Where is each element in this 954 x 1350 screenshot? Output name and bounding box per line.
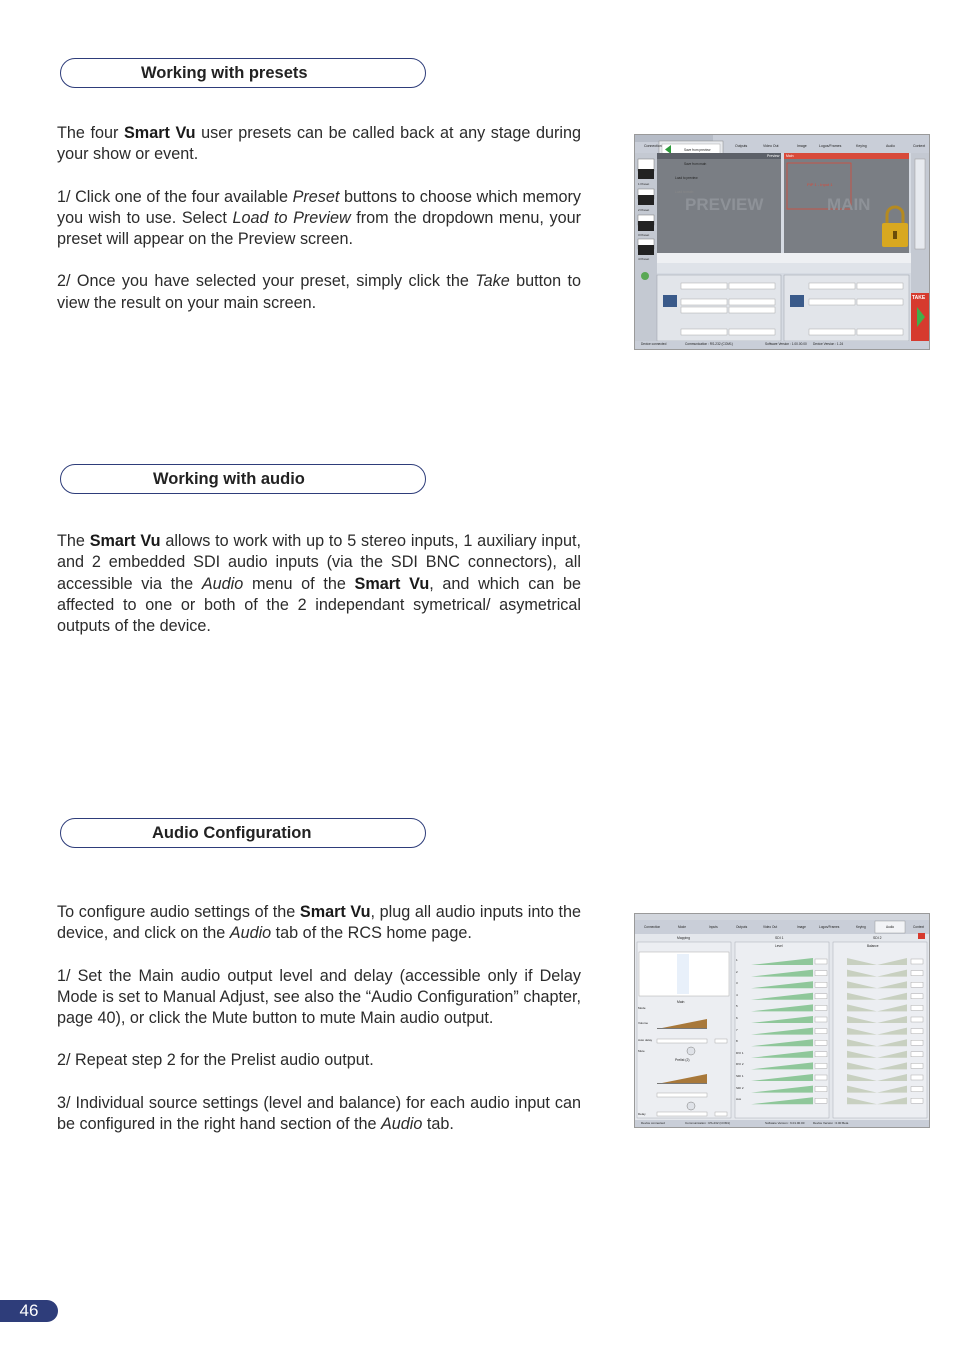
tab-video-out[interactable]: Video Out [763, 144, 779, 148]
level-value-box[interactable] [815, 982, 827, 987]
channel-label: 6 [736, 1016, 738, 1020]
status-connected: Device connected [641, 1121, 665, 1125]
mapping-header: Mapping [677, 936, 691, 940]
status-device: Device Version : 0.00 Beta [813, 1121, 849, 1125]
balance-value-box[interactable] [911, 1017, 923, 1022]
tab-keying[interactable]: Keying [856, 144, 867, 148]
channel-label: 4 [736, 992, 738, 997]
audio-tab-connection[interactable]: Connection [644, 925, 661, 929]
audio-config-text [57, 902, 581, 1156]
tab-context[interactable]: Context [913, 144, 926, 148]
row-auto-delay: Auto delay [638, 1038, 653, 1042]
balance-value-box[interactable] [911, 1087, 923, 1092]
preview-label: Preview [767, 154, 780, 158]
presets-text [57, 123, 581, 335]
audio-tab-keying[interactable]: Keying [856, 925, 866, 929]
status-communication: Communication : RS-232 (COM1) [685, 1121, 731, 1125]
preset-1-button[interactable]: 1 Preset [638, 182, 650, 186]
balance-value-box[interactable] [911, 971, 923, 976]
level-value-box[interactable] [815, 1063, 827, 1068]
level-value-box[interactable] [815, 1029, 827, 1034]
preview-watermark: PREVIEW [685, 195, 764, 214]
audio-tab-outputs[interactable]: Outputs [736, 925, 748, 929]
channel-label: Aux [736, 1097, 742, 1102]
heading-text: Audio Configuration [152, 824, 312, 842]
channel-label: DVI 1 [736, 1050, 744, 1055]
level-value-box[interactable] [815, 1017, 827, 1022]
level-value-box[interactable] [815, 1040, 827, 1045]
tab-audio[interactable]: Audio [886, 144, 895, 148]
channel-label: 3 [736, 981, 738, 986]
presets-screenshot [634, 134, 930, 350]
balance-value-box[interactable] [911, 994, 923, 999]
row-delay: Delay [638, 1112, 646, 1116]
audio-tab-logos-frames[interactable]: Logos/Frames [819, 925, 840, 929]
heading-text: Working with audio [153, 470, 305, 488]
tab-outputs[interactable]: Outputs [735, 144, 748, 148]
heading-working-with-presets [60, 58, 426, 88]
menu-save-from-main[interactable]: Save from main [684, 162, 707, 166]
balance-header: Balance [867, 944, 879, 948]
page-number: 46 [0, 1300, 58, 1322]
main-label: Main [786, 154, 794, 158]
audio-tab-mode[interactable]: Mode [678, 925, 686, 929]
audio-config-paragraph-2: 1/ Set the Main audio output level and delay (accessible only if Delay Mode is set to Manual Adjust, see also the “Audio Configuration” chapter, page 40), or click the Mute button to mute Main audio output. [57, 966, 581, 1028]
preset-4-button[interactable]: 4 Preset [638, 257, 650, 261]
level-value-box[interactable] [815, 1005, 827, 1010]
main-pip-label: PIP 1 - Input 1 [807, 182, 833, 187]
channel-label: 5 [736, 1004, 738, 1009]
balance-value-box[interactable] [911, 1098, 923, 1103]
tab-connection[interactable]: Connection [644, 144, 662, 148]
row-volume: Volume [638, 1021, 649, 1025]
presets-paragraph-2: 1/ Click one of the four available Preset buttons to choose which memory you wish to use. Select Load to Preview from the dropdown menu, your preset will appear on the Preview screen. [57, 187, 581, 249]
level-header: Level [775, 944, 783, 948]
take-button[interactable]: TAKE [912, 295, 926, 301]
level-value-box[interactable] [815, 1052, 827, 1057]
preset-2-button[interactable]: 2 Preset [638, 208, 650, 212]
channel-label: SDI 2 [736, 1085, 744, 1090]
balance-value-box[interactable] [911, 1029, 923, 1034]
row-mute: Mute [638, 1049, 645, 1053]
channel-label: DVI 2 [736, 1062, 744, 1067]
row-mode: Mode [638, 1006, 646, 1010]
status-software: Software Version : 1.00.00.00 [765, 342, 807, 346]
status-communication: Communication : RS-232 (COM1) [685, 342, 733, 346]
audio-config-paragraph-1: To configure audio settings of the Smart Vu, plug all audio inputs into the device, and click on the Audio tab of the RCS home page. [57, 903, 582, 943]
balance-value-box[interactable] [911, 959, 923, 964]
heading-text: Working with presets [141, 64, 308, 82]
balance-value-box[interactable] [911, 1063, 923, 1068]
audio-tab-video-out[interactable]: Video Out [763, 925, 778, 929]
audio-screenshot [634, 913, 930, 1128]
balance-value-box[interactable] [911, 1052, 923, 1057]
audio-tab-context[interactable]: Context [913, 925, 924, 929]
tab-image[interactable]: Image [797, 144, 807, 148]
audio-tab-image[interactable]: Image [797, 925, 806, 929]
level-value-box[interactable] [815, 1075, 827, 1080]
status-software: Software Version : 6.01.00.00 [765, 1121, 805, 1125]
heading-audio-configuration [60, 818, 426, 848]
balance-value-box[interactable] [911, 1005, 923, 1010]
channel-label: SDI 1 [736, 1074, 744, 1078]
main-watermark: MAIN [827, 195, 871, 214]
main-section-label: Main [677, 1000, 685, 1004]
level-value-box[interactable] [815, 1087, 827, 1092]
balance-value-box[interactable] [911, 1075, 923, 1080]
presets-paragraph-1: The four Smart Vu user presets can be called back at any stage during your show or event. [57, 124, 581, 164]
menu-save-from-preview[interactable]: Save from preview [684, 148, 711, 152]
tab-logos-frames[interactable]: Logos/Frames [819, 144, 842, 148]
heading-working-with-audio [60, 464, 426, 494]
level-value-box[interactable] [815, 971, 827, 976]
audio-tab-audio[interactable]: Audio [886, 925, 895, 929]
channel-label: 7 [736, 1027, 738, 1032]
audio-paragraph-1: The Smart Vu allows to work with up to 5 stereo inputs, 1 auxiliary input, and 2 embedded SDI audio inputs (via the SDI BNC connectors), all accessible via the Audio menu of the Smart Vu, and which can be affected to one or both of the 2 independant symetrical/ asymetrical outputs of the device. [57, 532, 581, 636]
audio-text [57, 531, 581, 658]
balance-value-box[interactable] [911, 982, 923, 987]
status-device: Device Version : 1.24 [813, 342, 844, 346]
level-value-box[interactable] [815, 959, 827, 964]
audio-config-paragraph-3: 2/ Repeat step 2 for the Prelist audio output. [57, 1051, 374, 1070]
level-value-box[interactable] [815, 994, 827, 999]
prelist-section-label: Prelist (2) [675, 1058, 690, 1062]
menu-load-to-main[interactable]: Load to main [675, 190, 694, 194]
audio-tab-inputs[interactable]: Inputs [709, 925, 718, 929]
preset-3-button[interactable]: 3 Preset [638, 233, 650, 237]
status-connected: Device connected [641, 342, 667, 346]
level-value-box[interactable] [815, 1098, 827, 1103]
channel-label: 8 [736, 1039, 738, 1044]
menu-load-to-preview[interactable]: Load to preview [675, 176, 698, 180]
balance-value-box[interactable] [911, 1040, 923, 1045]
channel-label: 2 [736, 969, 738, 974]
channel-label: 1 [736, 958, 738, 962]
presets-paragraph-3: 2/ Once you have selected your preset, simply click the Take button to view the result on your main screen. [57, 272, 581, 312]
sdi2-header: SDI 2 [873, 936, 882, 940]
audio-config-paragraph-4: 3/ Individual source settings (level and balance) for each audio input can be configured in the right hand section of the Audio tab. [57, 1093, 581, 1134]
sdi1-header: SDI 1 [775, 936, 784, 940]
